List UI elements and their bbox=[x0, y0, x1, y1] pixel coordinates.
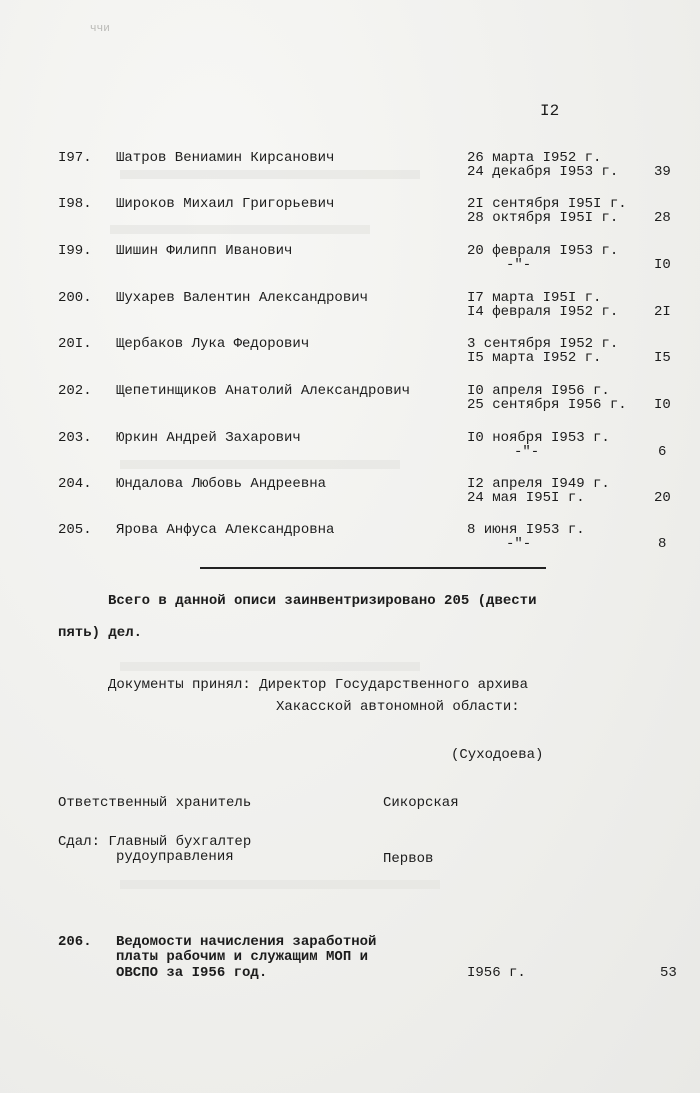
bleed-through-line bbox=[120, 662, 420, 671]
entry-sheet-count: 2I bbox=[654, 304, 671, 320]
bleed-through-line bbox=[120, 460, 400, 469]
entry-name: Шатров Вениамин Кирсанович bbox=[116, 150, 335, 166]
entry-name: Широков Михаил Григорьевич bbox=[116, 196, 335, 212]
entry-end-date: I5 марта I952 г. bbox=[467, 350, 602, 366]
entry-name: Шишин Филипп Иванович bbox=[116, 243, 293, 259]
entry-start-date: 3 сентября I952 г. bbox=[467, 336, 619, 352]
entry-start-date: 8 июня I953 г. bbox=[467, 522, 585, 538]
accepted-line-2: Хакасской автономной области: bbox=[276, 699, 520, 715]
entry-number: I99. bbox=[58, 243, 92, 259]
handed-name: Первов bbox=[383, 851, 434, 867]
separator-line bbox=[200, 567, 546, 569]
accepted-line-1: Документы принял: Директор Государственного архива bbox=[108, 677, 529, 693]
custodian-role: Ответственный хранитель bbox=[58, 795, 252, 811]
entry-sheet-count: I0 bbox=[654, 397, 671, 413]
entry-number: I97. bbox=[58, 150, 92, 166]
entry-name: Щепетинщиков Анатолий Александрович bbox=[116, 383, 411, 399]
entry-title-line-2: платы рабочим и служащим МОП и bbox=[116, 949, 369, 965]
entry-name: Шухарев Валентин Александрович bbox=[116, 290, 369, 306]
entry-number: I98. bbox=[58, 196, 92, 212]
entry-title-line-1: Ведомости начисления заработной bbox=[116, 934, 377, 950]
entry-sheet-count: 53 bbox=[660, 965, 677, 981]
entry-start-date: 26 марта I952 г. bbox=[467, 150, 602, 166]
entry-end-date: 24 мая I95I г. bbox=[467, 490, 585, 506]
entry-name: Юркин Андрей Захарович bbox=[116, 430, 301, 446]
page-number: I2 bbox=[540, 102, 560, 120]
entry-sheet-count: 28 bbox=[654, 210, 671, 226]
entry-end-date: -"- bbox=[514, 444, 540, 460]
bleed-through-line bbox=[110, 225, 370, 234]
corner-mark: ччи bbox=[90, 23, 110, 35]
bleed-through-line bbox=[120, 880, 440, 889]
entry-sheet-count: I0 bbox=[654, 257, 671, 273]
entry-start-date: 20 февраля I953 г. bbox=[467, 243, 619, 259]
entry-end-date: 25 сентября I956 г. bbox=[467, 397, 627, 413]
entry-number: 200. bbox=[58, 290, 92, 306]
accepted-signature: (Суходоева) bbox=[451, 747, 544, 763]
entry-end-date: -"- bbox=[506, 257, 532, 273]
entry-number: 202. bbox=[58, 383, 92, 399]
bleed-through-line bbox=[120, 170, 420, 179]
entry-end-date: I4 февраля I952 г. bbox=[467, 304, 619, 320]
entry-start-date: 2I сентября I95I г. bbox=[467, 196, 627, 212]
entry-end-date: 28 октября I95I г. bbox=[467, 210, 619, 226]
entry-number: 20I. bbox=[58, 336, 92, 352]
entry-sheet-count: 6 bbox=[658, 444, 667, 460]
entry-sheet-count: I5 bbox=[654, 350, 671, 366]
entry-start-date: I2 апреля I949 г. bbox=[467, 476, 610, 492]
entry-name: Ярова Анфуса Александровна bbox=[116, 522, 335, 538]
entry-sheet-count: 8 bbox=[658, 536, 667, 552]
summary-line-2: пять) дел. bbox=[58, 625, 143, 641]
entry-sheet-count: 20 bbox=[654, 490, 671, 506]
entry-start-date: I0 апреля I956 г. bbox=[467, 383, 610, 399]
entry-name: Щербаков Лука Федорович bbox=[116, 336, 310, 352]
entry-end-date: -"- bbox=[506, 536, 532, 552]
entry-start-date: I0 ноября I953 г. bbox=[467, 430, 610, 446]
entry-number: 206. bbox=[58, 934, 92, 950]
entry-name: Юндалова Любовь Андреевна bbox=[116, 476, 327, 492]
entry-end-date: 24 декабря I953 г. bbox=[467, 164, 619, 180]
summary-line-1: Всего в данной описи заинвентризировано 205 (двести bbox=[108, 593, 537, 609]
entry-start-date: I7 марта I95I г. bbox=[467, 290, 602, 306]
handed-role-line-1: Сдал: Главный бухгалтер bbox=[58, 834, 252, 850]
entry-title-line-3: ОВСПО за I956 год. bbox=[116, 965, 268, 981]
entry-number: 205. bbox=[58, 522, 92, 538]
entry-number: 203. bbox=[58, 430, 92, 446]
handed-role-line-2: рудоуправления bbox=[116, 849, 234, 865]
entry-number: 204. bbox=[58, 476, 92, 492]
entry-date: I956 г. bbox=[467, 965, 526, 981]
custodian-name: Сикорская bbox=[383, 795, 459, 811]
entry-sheet-count: 39 bbox=[654, 164, 671, 180]
